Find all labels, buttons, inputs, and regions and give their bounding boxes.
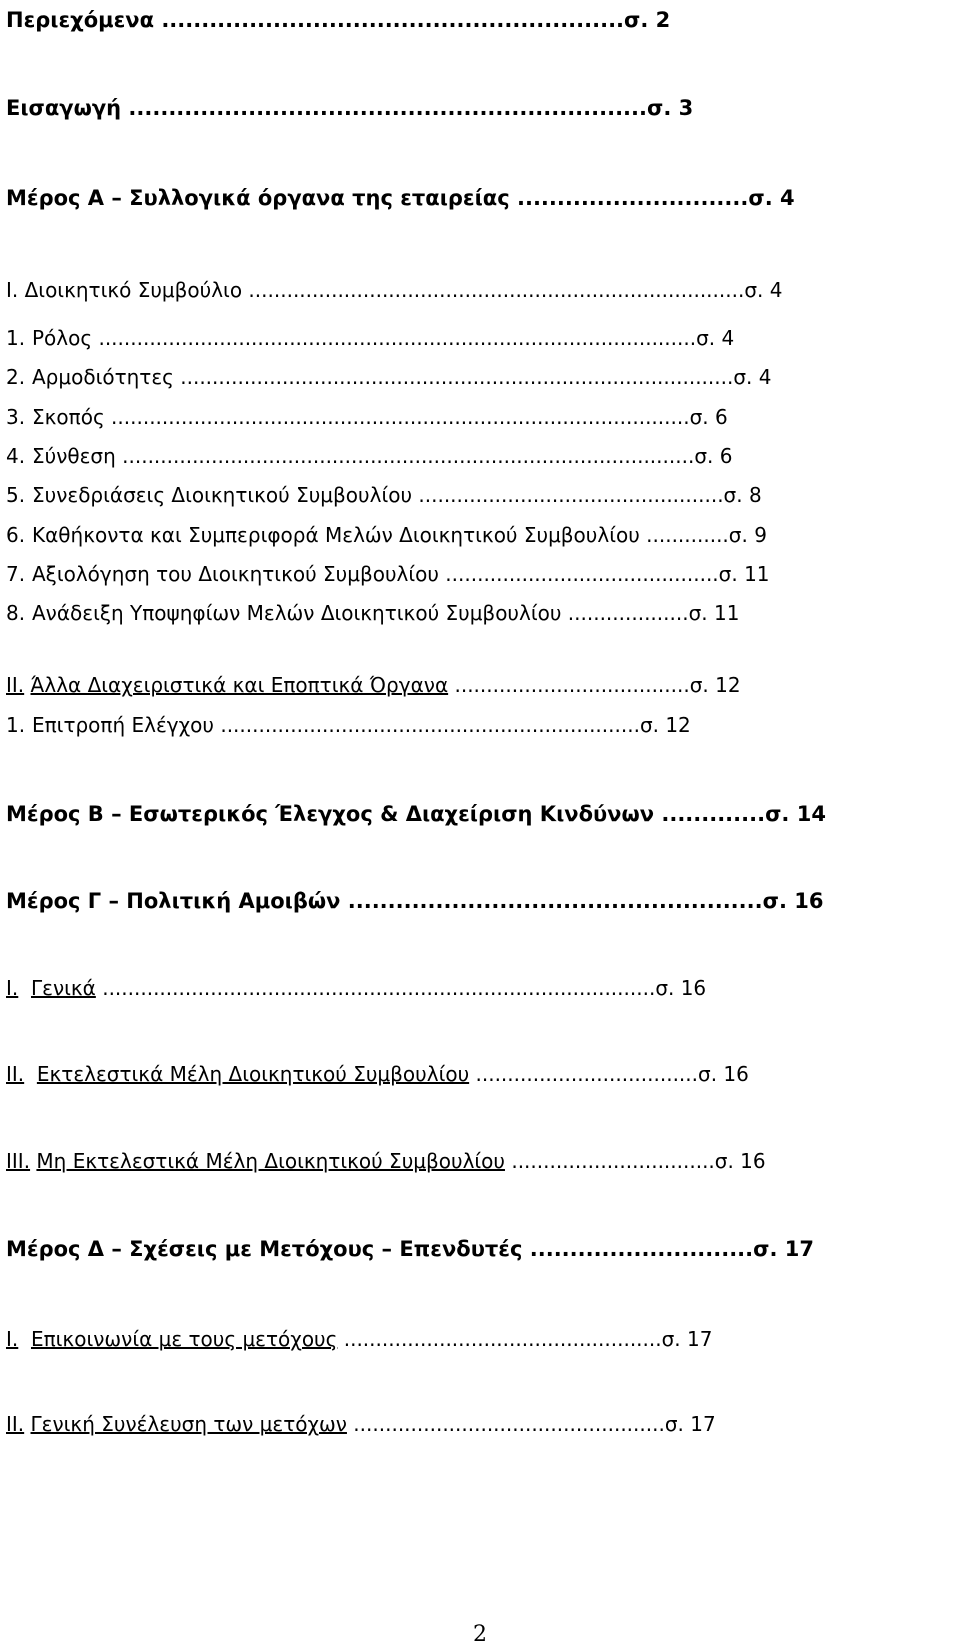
toc-entry-general[interactable] — [6, 968, 932, 1008]
toc-page-ref: σ. 4 — [733, 365, 772, 389]
toc-entry-composition[interactable] — [6, 436, 932, 476]
toc-entry-evaluation[interactable] — [6, 554, 932, 594]
toc-leader-dots: ........................................... — [438, 562, 719, 586]
toc-entry-title: Άλλα Διαχειριστικά και Εποπτικά Όργανα — [30, 673, 449, 697]
toc-entry-title: Εκτελεστικά Μέλη Διοικητικού Συμβουλίου — [36, 1062, 470, 1086]
toc-leader-dots: .............................................................................................. — [92, 326, 697, 350]
toc-entry-other-bodies[interactable] — [6, 665, 932, 705]
toc-leader-dots: ....................................................................................... — [95, 976, 656, 1000]
toc-entry-title: Μη Εκτελεστικά Μέλη Διοικητικού Συμβουλίου — [36, 1149, 505, 1173]
toc-entry-executive-members[interactable] — [6, 1054, 932, 1094]
toc-leader-dots: ................................................................. — [121, 96, 647, 120]
toc-entry-audit-committee[interactable] — [6, 705, 932, 745]
toc-leader-dots: ............................ — [522, 1237, 754, 1261]
toc-entry-title: Συνεδριάσεις Διοικητικού Συμβουλίου — [32, 483, 413, 507]
toc-entry-number: ΙΙ. — [6, 1062, 25, 1086]
toc-page-ref: σ. 6 — [694, 444, 733, 468]
toc-entry-title: Μέρος Β – Εσωτερικός Έλεγχος & Διαχείριση Κινδύνων — [6, 802, 655, 826]
toc-leader-dots: ................................ — [504, 1149, 715, 1173]
toc-entry-number: 8. — [6, 601, 26, 625]
toc-leader-dots: ............. — [639, 523, 729, 547]
toc-entry-number: Ι. — [6, 1327, 19, 1351]
toc-entry-responsibilities[interactable] — [6, 357, 932, 397]
toc-entry-title: Μέρος Δ – Σχέσεις με Μετόχους – Επενδυτές — [6, 1237, 523, 1261]
toc-leader-dots: .......................................................................................... — [115, 444, 695, 468]
toc-leader-dots: .................................................... — [340, 889, 763, 913]
toc-entry-number: 2. — [6, 365, 26, 389]
toc-entry-part-b[interactable] — [6, 794, 932, 834]
toc-entry-title: Μέρος Α – Συλλογικά όργανα της εταιρείας — [6, 186, 510, 210]
toc-page-ref: σ. 16 — [655, 976, 707, 1000]
toc-page-ref: σ. 17 — [664, 1412, 716, 1436]
toc-entry-number: 1. — [6, 326, 26, 350]
toc-page-ref: σ. 6 — [689, 405, 728, 429]
toc-page-ref: σ. 4 — [748, 186, 795, 210]
toc-page-ref: σ. 2 — [624, 8, 671, 32]
toc-entry-number: 5. — [6, 483, 26, 507]
toc-page-ref: σ. 3 — [646, 96, 694, 120]
toc-entry-non-executive-members[interactable] — [6, 1141, 932, 1181]
toc-page-ref: σ. 12 — [639, 713, 691, 737]
toc-entry-title: Εισαγωγή — [6, 96, 122, 120]
toc-leader-dots: .................................................................. — [213, 713, 640, 737]
toc-page-ref: σ. 14 — [765, 802, 826, 826]
toc-entry-title: Αξιολόγηση του Διοικητικού Συμβουλίου — [32, 562, 439, 586]
toc-entry-title: Επιτροπή Ελέγχου — [32, 713, 214, 737]
toc-entry-number: 4. — [6, 444, 26, 468]
toc-entry-number: 7. — [6, 562, 26, 586]
toc-leader-dots: ....................................................................................... — [173, 365, 734, 389]
toc-entry-title: Ανάδειξη Υποψηφίων Μελών Διοικητικού Συμβουλίου — [32, 601, 562, 625]
toc-leader-dots: ..................................... — [448, 673, 690, 697]
toc-entry-title: Σύνθεση — [32, 444, 116, 468]
toc-entry-part-c[interactable] — [6, 881, 932, 921]
toc-leader-dots: ............................. — [509, 186, 749, 210]
toc-leader-dots: ................................... — [469, 1062, 699, 1086]
toc-entry-title: Επικοινωνία με τους μετόχους — [30, 1327, 338, 1351]
toc-leader-dots: ............. — [654, 802, 766, 826]
toc-entry-title: Καθήκοντα και Συμπεριφορά Μελών Διοικητικού Συμβουλίου — [32, 523, 640, 547]
toc-entry-purpose[interactable] — [6, 397, 932, 437]
toc-leader-dots: ........................................................................................... — [104, 405, 690, 429]
toc-page-ref: σ. 4 — [696, 326, 735, 350]
toc-leader-dots: ................... — [561, 601, 689, 625]
toc-page-ref: σ. 17 — [661, 1327, 713, 1351]
toc-leader-dots: ................................................ — [412, 483, 724, 507]
toc-entry-number: 3. — [6, 405, 26, 429]
toc-entry-title: Αρμοδιότητες — [32, 365, 174, 389]
toc-page-ref: σ. 12 — [689, 673, 741, 697]
toc-entry-duties[interactable] — [6, 515, 932, 555]
toc-leader-dots: .................................................. — [337, 1327, 662, 1351]
toc-entry-title: Σκοπός — [32, 405, 105, 429]
toc-entry-board[interactable] — [6, 270, 932, 310]
toc-entry-contents[interactable] — [6, 0, 932, 40]
page-number: 2 — [473, 1622, 487, 1647]
toc-page-ref: σ. 8 — [723, 483, 762, 507]
toc-entry-shareholder-communication[interactable] — [6, 1319, 932, 1359]
toc-entry-title: Μέρος Γ – Πολιτική Αμοιβών — [6, 889, 341, 913]
toc-entry-title: Ι. Διοικητικό Συμβούλιο — [6, 278, 243, 302]
toc-entry-role[interactable] — [6, 318, 932, 358]
toc-leader-dots: ................................................. — [346, 1412, 665, 1436]
toc-entry-general-assembly[interactable] — [6, 1404, 932, 1444]
toc-leader-dots: .......................................................... — [154, 8, 625, 32]
toc-entry-number: 1. — [6, 713, 26, 737]
toc-page-ref: σ. 4 — [744, 278, 783, 302]
toc-page-ref: σ. 16 — [762, 889, 824, 913]
toc-page-ref: σ. 16 — [714, 1149, 766, 1173]
toc-entry-introduction[interactable] — [6, 88, 932, 128]
toc-entry-number: Ι. — [6, 976, 19, 1000]
toc-leader-dots: .............................................................................. — [242, 278, 745, 302]
toc-entry-number: ΙΙ. — [6, 1412, 25, 1436]
toc-page-ref: σ. 9 — [728, 523, 767, 547]
toc-entry-title: Ρόλος — [32, 326, 93, 350]
toc-page-ref: σ. 11 — [718, 562, 770, 586]
toc-entry-title: Γενική Συνέλευση των μετόχων — [30, 1412, 347, 1436]
toc-entry-part-d[interactable] — [6, 1229, 932, 1269]
toc-entry-number: ΙΙ. — [6, 673, 25, 697]
toc-entry-title: Περιεχόμενα — [6, 8, 155, 32]
toc-page-ref: σ. 11 — [688, 601, 740, 625]
toc-entry-number: ΙΙΙ. — [6, 1149, 31, 1173]
toc-entry-meetings[interactable] — [6, 475, 932, 515]
toc-entry-part-a[interactable] — [6, 178, 932, 218]
toc-entry-nomination[interactable] — [6, 593, 932, 633]
toc-page-ref: σ. 16 — [698, 1062, 749, 1086]
toc-entry-title: Γενικά — [30, 976, 96, 1000]
toc-entry-number: 6. — [6, 523, 26, 547]
toc-page-ref: σ. 17 — [753, 1237, 815, 1261]
